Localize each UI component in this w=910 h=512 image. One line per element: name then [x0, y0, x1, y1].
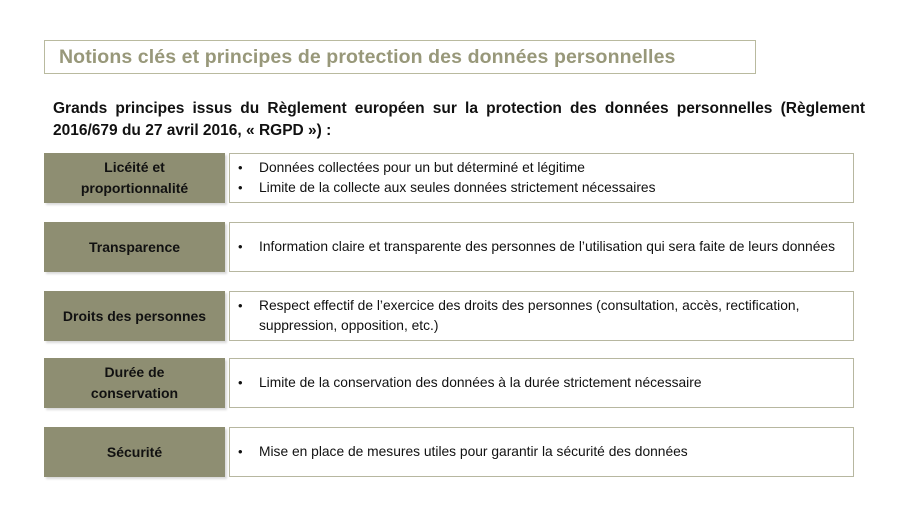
list-item: [236, 237, 841, 257]
bullet-icon: •: [238, 444, 243, 459]
principle-row-securite: [44, 427, 854, 477]
principle-row-duree: [44, 358, 854, 408]
principle-label-text: Droits des personnes: [62, 307, 207, 324]
principle-description: [229, 427, 854, 477]
principle-label: [44, 427, 225, 477]
principle-label-text: Sécurité: [106, 443, 163, 460]
bullet-icon: •: [238, 160, 243, 175]
principle-label: [44, 153, 225, 203]
bullet-list: [236, 237, 841, 257]
principle-label: [44, 291, 225, 341]
bullet-list: [236, 296, 841, 336]
bullet-icon: •: [238, 239, 243, 254]
principle-label-text: Durée de conservation: [90, 364, 179, 401]
list-item: [236, 442, 841, 462]
list-item-text: Mise en place de mesures utiles pour garantir la sécurité des données: [259, 444, 688, 459]
list-item: [236, 158, 841, 178]
principle-label-text: Licéité et proportionnalité: [80, 159, 189, 196]
list-item: [236, 373, 841, 393]
principle-row-transparence: [44, 222, 854, 272]
list-item-text: Information claire et transparente des personnes de l’utilisation qui sera faite de leurs données: [259, 239, 835, 254]
principle-description: [229, 291, 854, 341]
list-item: [236, 296, 841, 336]
list-item: [236, 178, 841, 198]
list-item-text: Limite de la conservation des données à la durée strictement nécessaire: [259, 375, 702, 390]
bullet-icon: •: [238, 180, 243, 195]
bullet-list: [236, 442, 841, 462]
slide-title: Notions clés et principes de protection des données personnelles: [44, 40, 756, 74]
principle-label: [44, 222, 225, 272]
bullet-icon: •: [238, 298, 243, 313]
bullet-icon: •: [238, 375, 243, 390]
principle-description: [229, 358, 854, 408]
principle-row-droits: [44, 291, 854, 341]
principle-label-text: Transparence: [88, 238, 181, 255]
intro-text: Grands principes issus du Règlement européen sur la protection des données personnelles (Règlement 2016/679 du 27 avril 2016, « RGPD ») :: [53, 100, 865, 139]
list-item-text: Données collectées pour un but déterminé et légitime: [259, 160, 585, 175]
list-item-text: Limite de la collecte aux seules données strictement nécessaires: [259, 180, 656, 195]
principle-row-liceite: [44, 153, 854, 203]
bullet-list: [236, 158, 841, 198]
principle-description: [229, 153, 854, 203]
bullet-list: [236, 373, 841, 393]
principle-description: [229, 222, 854, 272]
principle-label: [44, 358, 225, 408]
list-item-text: Respect effectif de l’exercice des droits des personnes (consultation, accès, rectification, suppression, opposition, etc.): [259, 298, 800, 333]
